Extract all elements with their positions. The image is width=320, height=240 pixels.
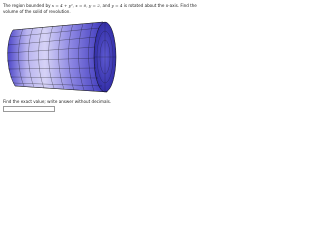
problem-expr-2: x = 0, xyxy=(75,3,88,8)
problem-expr-1: x = 4 + y², xyxy=(51,3,75,8)
problem-intro: The region bounded by xyxy=(3,3,52,8)
problem-expr-3: y = 2, xyxy=(88,3,102,8)
problem-expr-4: y = 4 xyxy=(111,3,123,8)
problem-statement xyxy=(3,3,197,15)
answer-prompt: Find the exact value; write answer without decimals. xyxy=(3,99,112,104)
solid-of-revolution-figure xyxy=(3,16,153,96)
problem-rest: is rotated about the x-axis. Find the volume of the solid of revolution. xyxy=(3,3,197,14)
answer-input[interactable] xyxy=(3,106,55,112)
problem-and: and xyxy=(102,3,111,8)
